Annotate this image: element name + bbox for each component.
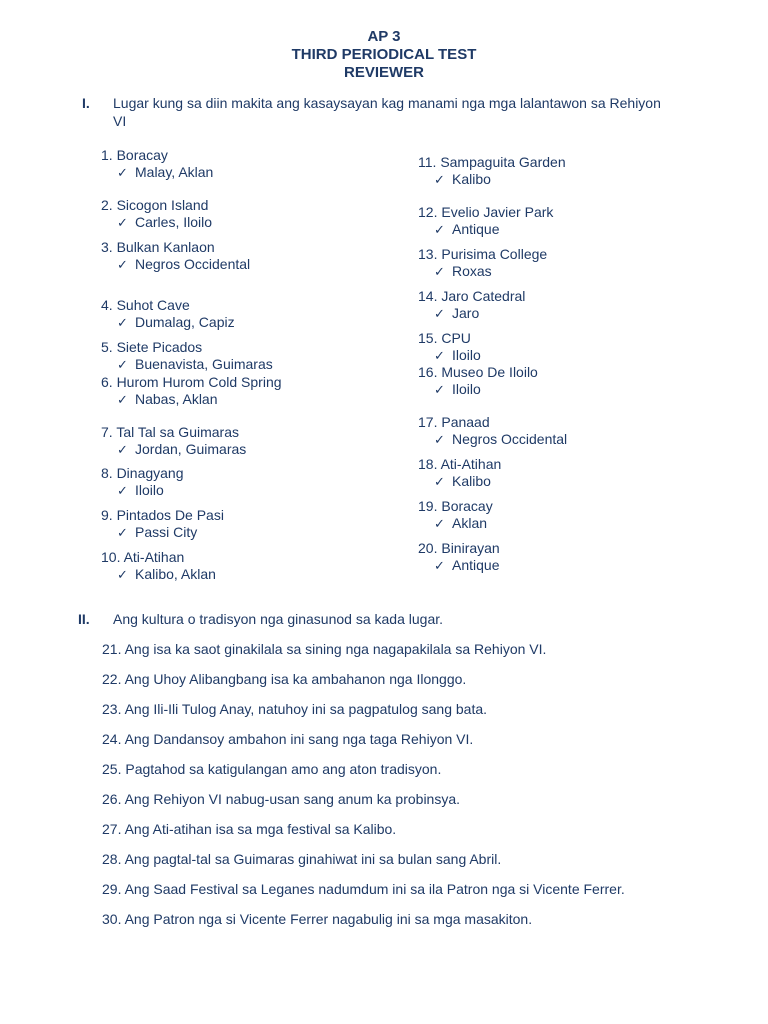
statement-item: 23. Ang Ili-Ili Tulog Anay, natuhoy ini sa pagpatulog sang bata. bbox=[102, 701, 488, 717]
site-item bbox=[418, 246, 547, 280]
site-name: 15. CPU bbox=[418, 330, 471, 346]
checkmark-icon: ✓ bbox=[117, 567, 128, 582]
site-name: 9. Pintados De Pasi bbox=[101, 507, 224, 523]
site-item bbox=[101, 549, 216, 583]
site-item bbox=[101, 197, 212, 231]
site-item bbox=[418, 498, 493, 532]
site-location bbox=[101, 214, 212, 231]
site-item bbox=[418, 456, 501, 490]
site-location bbox=[418, 515, 493, 532]
site-item bbox=[418, 288, 525, 322]
site-location-text: Nabas, Aklan bbox=[135, 391, 218, 407]
checkmark-icon: ✓ bbox=[434, 382, 445, 397]
checkmark-icon: ✓ bbox=[117, 165, 128, 180]
site-location bbox=[418, 473, 501, 490]
statement-item: 22. Ang Uhoy Alibangbang isa ka ambahanon nga Ilonggo. bbox=[102, 671, 467, 687]
document-title-line-1: AP 3 bbox=[367, 28, 401, 45]
checkmark-icon: ✓ bbox=[117, 315, 128, 330]
checkmark-icon: ✓ bbox=[434, 432, 445, 447]
site-location-text: Jordan, Guimaras bbox=[135, 441, 247, 457]
statement-item: 29. Ang Saad Festival sa Leganes nadumdum ini sa ila Patron nga si Vicente Ferrer. bbox=[102, 881, 625, 897]
site-location bbox=[101, 314, 235, 331]
site-location-text: Kalibo, Aklan bbox=[135, 566, 216, 582]
site-name: 6. Hurom Hurom Cold Spring bbox=[101, 374, 282, 390]
section-1-number: I. bbox=[82, 95, 90, 111]
site-item bbox=[101, 339, 273, 373]
site-location-text: Antique bbox=[452, 557, 500, 573]
site-location bbox=[101, 566, 216, 583]
site-item bbox=[101, 297, 235, 331]
checkmark-icon: ✓ bbox=[434, 172, 445, 187]
site-item bbox=[418, 154, 566, 188]
site-location bbox=[418, 557, 500, 574]
site-item bbox=[418, 414, 567, 448]
site-location bbox=[101, 524, 224, 541]
site-name: 5. Siete Picados bbox=[101, 339, 203, 355]
site-name: 4. Suhot Cave bbox=[101, 297, 190, 313]
site-name: 19. Boracay bbox=[418, 498, 493, 514]
site-location-text: Passi City bbox=[135, 524, 198, 540]
site-item bbox=[101, 239, 250, 273]
site-location-text: Iloilo bbox=[452, 381, 481, 397]
site-location-text: Negros Occidental bbox=[452, 431, 568, 447]
section-2-heading: Ang kultura o tradisyon nga ginasunod sa kada lugar. bbox=[113, 611, 444, 627]
document-title-line-2: THIRD PERIODICAL TEST bbox=[291, 46, 477, 63]
site-name: 3. Bulkan Kanlaon bbox=[101, 239, 215, 255]
site-location-text: Antique bbox=[452, 221, 500, 237]
site-name: 12. Evelio Javier Park bbox=[418, 204, 554, 220]
section-1-heading: Lugar kung sa diin makita ang kasaysayan kag manami nga mga lalantawon sa Rehiyon VI bbox=[113, 95, 661, 129]
site-location bbox=[418, 347, 481, 364]
site-item bbox=[101, 465, 184, 499]
statement-item: 28. Ang pagtal-tal sa Guimaras ginahiwat ini sa bulan sang Abril. bbox=[102, 851, 502, 867]
site-location bbox=[101, 441, 246, 458]
site-item bbox=[418, 204, 553, 238]
site-location bbox=[101, 256, 250, 273]
statement-item: 24. Ang Dandansoy ambahon ini sang nga taga Rehiyon VI. bbox=[102, 731, 474, 747]
site-name: 13. Purisima College bbox=[418, 246, 548, 262]
site-location bbox=[418, 431, 567, 448]
section-2-number: II. bbox=[78, 611, 90, 627]
document-title-line-3: REVIEWER bbox=[343, 64, 424, 81]
site-item bbox=[101, 507, 224, 541]
site-location-text: Negros Occidental bbox=[135, 256, 251, 272]
site-location-text: Malay, Aklan bbox=[135, 164, 214, 180]
site-location bbox=[418, 221, 553, 238]
checkmark-icon: ✓ bbox=[434, 516, 445, 531]
site-location bbox=[101, 482, 184, 499]
site-location bbox=[418, 305, 525, 322]
site-item bbox=[101, 147, 213, 181]
statement-item: 25. Pagtahod sa katigulangan amo ang aton tradisyon. bbox=[102, 761, 442, 777]
site-item bbox=[101, 374, 282, 408]
site-name: 7. Tal Tal sa Guimaras bbox=[101, 424, 239, 440]
site-item bbox=[418, 330, 481, 364]
site-location-text: Carles, Iloilo bbox=[135, 214, 213, 230]
checkmark-icon: ✓ bbox=[434, 264, 445, 279]
checkmark-icon: ✓ bbox=[434, 348, 445, 363]
site-location bbox=[101, 356, 273, 373]
statement-item: 27. Ang Ati-atihan isa sa mga festival sa Kalibo. bbox=[102, 821, 397, 837]
site-location-text: Dumalag, Capiz bbox=[135, 314, 235, 330]
checkmark-icon: ✓ bbox=[117, 483, 128, 498]
site-name: 17. Panaad bbox=[418, 414, 490, 430]
checkmark-icon: ✓ bbox=[117, 357, 128, 372]
site-location-text: Kalibo bbox=[452, 473, 491, 489]
checkmark-icon: ✓ bbox=[434, 306, 445, 321]
checkmark-icon: ✓ bbox=[434, 474, 445, 489]
site-location-text: Kalibo bbox=[452, 171, 491, 187]
checkmark-icon: ✓ bbox=[117, 442, 128, 457]
statement-item: 30. Ang Patron nga si Vicente Ferrer nagabulig ini sa mga masakiton. bbox=[102, 911, 533, 927]
site-name: 11. Sampaguita Garden bbox=[418, 154, 566, 170]
site-location bbox=[418, 381, 538, 398]
site-location bbox=[418, 171, 566, 188]
site-name: 1. Boracay bbox=[101, 147, 168, 163]
site-location bbox=[101, 391, 282, 408]
checkmark-icon: ✓ bbox=[434, 558, 445, 573]
site-name: 20. Binirayan bbox=[418, 540, 500, 556]
site-name: 14. Jaro Catedral bbox=[418, 288, 526, 304]
site-name: 16. Museo De Iloilo bbox=[418, 364, 538, 380]
site-location-text: Aklan bbox=[452, 515, 488, 531]
checkmark-icon: ✓ bbox=[117, 525, 128, 540]
site-name: 10. Ati-Atihan bbox=[101, 549, 185, 565]
site-location bbox=[101, 164, 213, 181]
checkmark-icon: ✓ bbox=[117, 392, 128, 407]
site-location-text: Roxas bbox=[452, 263, 492, 279]
site-location-text: Buenavista, Guimaras bbox=[135, 356, 273, 372]
site-location-text: Jaro bbox=[452, 305, 480, 321]
checkmark-icon: ✓ bbox=[434, 222, 445, 237]
statement-item: 21. Ang isa ka saot ginakilala sa sining nga nagapakilala sa Rehiyon VI. bbox=[102, 641, 547, 657]
site-item bbox=[418, 540, 500, 574]
site-location-text: Iloilo bbox=[135, 482, 164, 498]
site-location bbox=[418, 263, 547, 280]
site-item bbox=[418, 364, 538, 398]
checkmark-icon: ✓ bbox=[117, 257, 128, 272]
statement-item: 26. Ang Rehiyon VI nabug-usan sang anum ka probinsya. bbox=[102, 791, 461, 807]
site-name: 8. Dinagyang bbox=[101, 465, 184, 481]
site-name: 18. Ati-Atihan bbox=[418, 456, 502, 472]
site-location-text: Iloilo bbox=[452, 347, 481, 363]
site-name: 2. Sicogon Island bbox=[101, 197, 209, 213]
site-item bbox=[101, 424, 246, 458]
checkmark-icon: ✓ bbox=[117, 215, 128, 230]
